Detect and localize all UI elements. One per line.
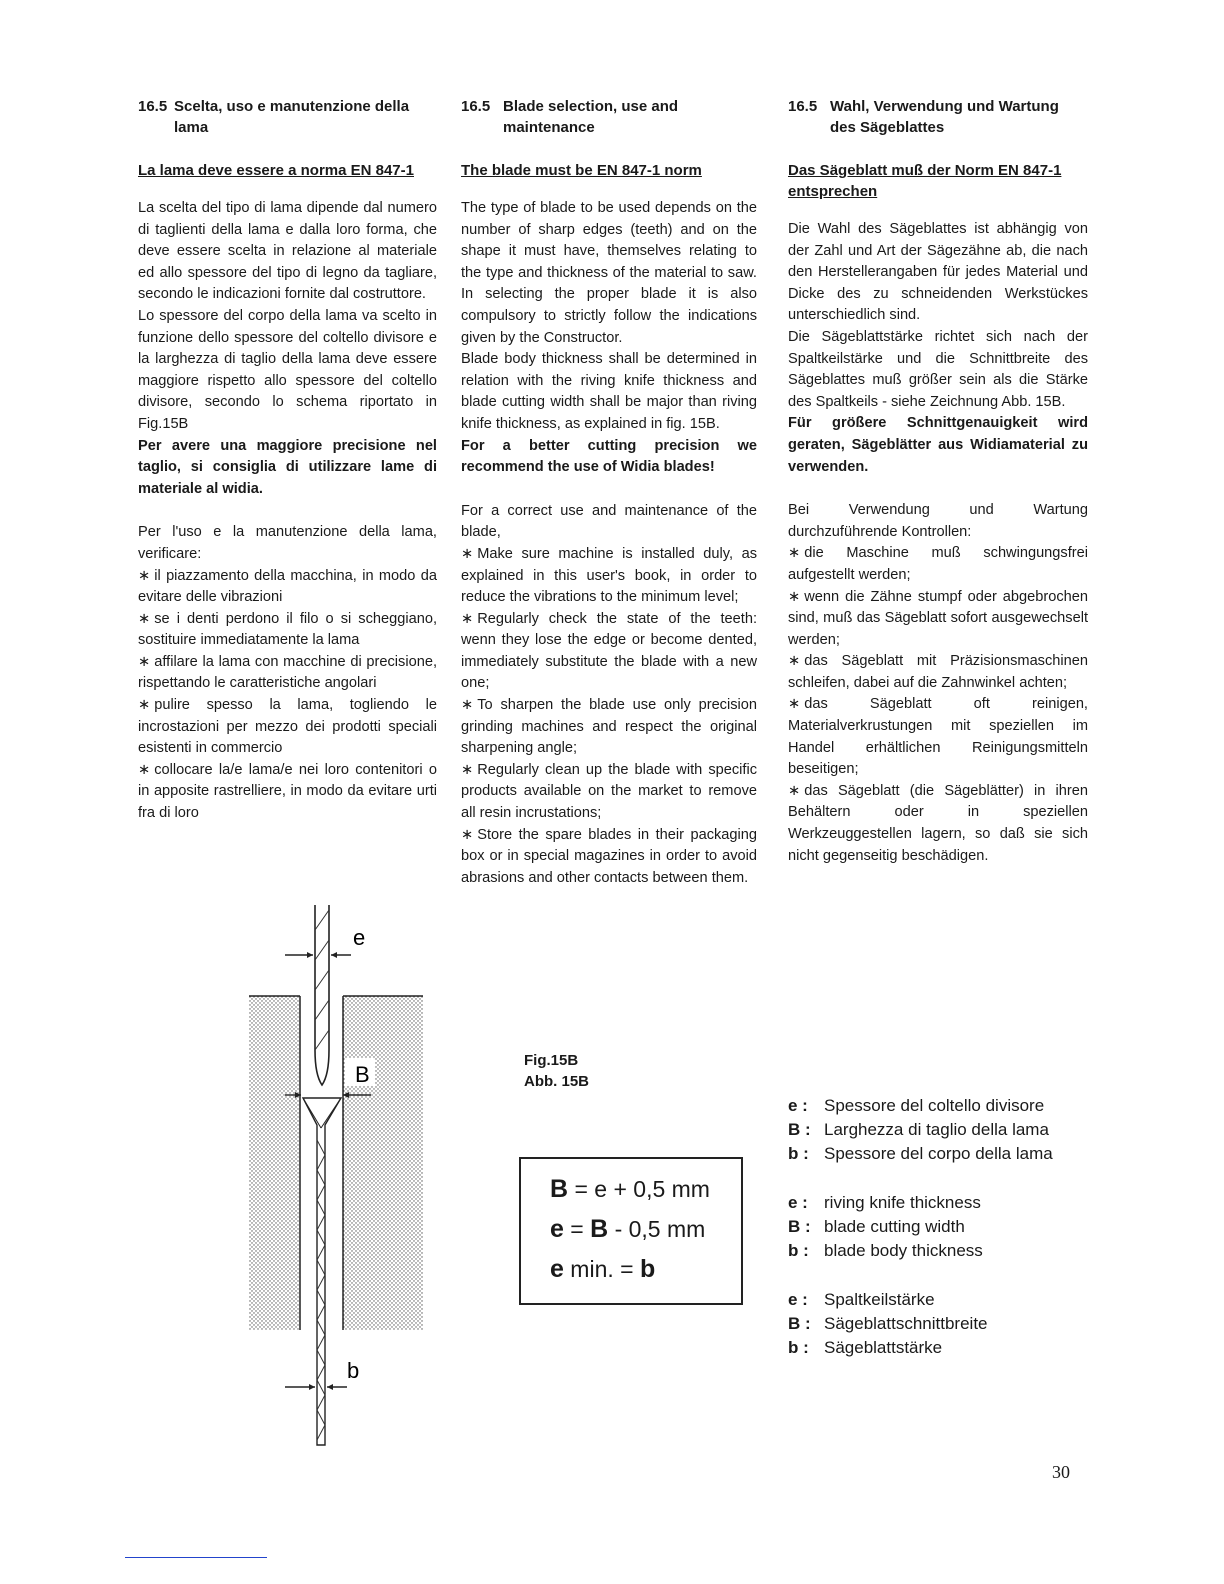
label-e: e xyxy=(353,925,366,950)
blade-riving-knife-diagram xyxy=(245,900,435,1460)
paragraph: Bei Verwendung und Wartung durchzuführende Kontrollen: xyxy=(788,502,1088,540)
workpiece-left xyxy=(249,996,300,1330)
list-item: ∗ die Maschine muß schwingungsfrei aufgestellt werden; xyxy=(788,545,1088,583)
section-subtitle: Das Sägeblatt muß der Norm EN 847-1 entsprechen xyxy=(788,162,1062,200)
paragraph: The type of blade to be used depends on the number of sharp edges (teeth) and on the shape it must have, themselves relating to the type and thickness of the material to saw. In selecting the proper blade it is also compulsory to strictly follow the indications given by the Constructor. xyxy=(461,200,757,346)
paragraph: Per l'uso e la manutenzione della lama, verificare: xyxy=(138,524,437,562)
list-item: ∗ das Sägeblatt mit Präzisionsmaschinen schleifen, dabei auf die Zahnwinkel achten; xyxy=(788,653,1088,691)
legend-row: B : blade cutting width xyxy=(788,1217,965,1236)
legend-row: e : Spaltkeilstärke xyxy=(788,1290,935,1309)
footer-rule xyxy=(125,1557,267,1558)
legend-it xyxy=(788,1094,1053,1166)
italian-column xyxy=(138,96,437,825)
figure-caption xyxy=(524,1050,589,1092)
paragraph: Die Sägeblattstärke richtet sich nach der Spaltkeilstärke und die Schnittbreite des Sägeblattes muß größer sein als die Stärke des Spaltkeils - siehe Zeichnung Abb. 15B. xyxy=(788,328,1088,410)
paragraph-bold: For a better cutting precision we recommend the use of Widia blades! xyxy=(461,437,757,476)
workpiece-right xyxy=(343,996,423,1330)
section-heading-en xyxy=(461,96,757,138)
paragraph-bold: Per avere una maggiore precisione nel taglio, si consiglia di utilizzare lame di materiale al widia. xyxy=(138,437,437,497)
section-subtitle: La lama deve essere a norma EN 847-1 xyxy=(138,162,414,179)
list-item: ∗ Regularly clean up the blade with specific products available on the market to remove all resin incrustations; xyxy=(461,761,757,822)
legend-row: e : Spessore del coltello divisore xyxy=(788,1096,1045,1115)
paragraph: For a correct use and maintenance of the blade, xyxy=(461,502,757,541)
list-item: ∗ se i denti perdono il filo o si scheggiano, sostituire immediatamente la lama xyxy=(138,610,437,649)
list-item: ∗ Make sure machine is installed duly, as explained in this user's book, in order to reduce the vibrations to the minimum level; xyxy=(461,545,757,606)
section-heading-de xyxy=(788,96,1088,138)
page-number: 30 xyxy=(1052,1462,1070,1482)
formula-box xyxy=(519,1157,743,1305)
list-item: ∗ pulire spesso la lama, togliendo le incrostazioni per mezzo dei prodotti speciali esistenti in commercio xyxy=(138,697,437,757)
legend-en xyxy=(788,1191,983,1263)
section-title: Blade selection, use and maintenance xyxy=(503,98,679,136)
section-number: 16.5 xyxy=(788,98,818,115)
list-item: ∗ collocare la/e lama/e nei loro contenitori o in apposite rastrelliere, in modo da evitare urti fra di loro xyxy=(138,761,437,822)
section-heading-it xyxy=(138,96,437,138)
list-item: ∗ das Sägeblatt oft reinigen, Materialverkrustungen mit speziellen im Handel erhältlichen Reinigungsmitteln beseitigen; xyxy=(788,696,1088,778)
paragraph: Lo spessore del corpo della lama va scelto in funzione dello spessore del coltello divisore e la larghezza di taglio della lama deve essere maggiore rispetto allo spessore del coltello divisore, secondo lo schema riportato in Fig.15B xyxy=(138,307,437,432)
paragraph: Blade body thickness shall be determined in relation with the riving knife thickness and blade cutting width shall be major than riving knife thickness, as explained in fig. 15B. xyxy=(461,351,757,432)
legend-row: e : riving knife thickness xyxy=(788,1193,981,1212)
legend-row: b : Sägeblattstärke xyxy=(788,1338,943,1357)
english-column xyxy=(461,96,757,889)
section-title: Scelta, uso e manutenzione della lama xyxy=(174,98,410,136)
section-title: Wahl, Verwendung und Wartung des Sägeblattes xyxy=(830,98,1059,136)
list-item: ∗ das Sägeblatt (die Sägeblätter) in ihren Behältern oder in speziellen Werkzeuggestellen lagern, so daß sie sich nicht gegenseitig beschädigen. xyxy=(788,782,1088,864)
legend-row: B : Larghezza di taglio della lama xyxy=(788,1120,1049,1139)
list-item: ∗ wenn die Zähne stumpf oder abgebrochen sind, muß das Sägeblatt sofort ausgewechselt werden; xyxy=(788,588,1088,648)
formula-line: B = e + 0,5 mm xyxy=(550,1175,710,1203)
legend-row: b : blade body thickness xyxy=(788,1241,983,1260)
legend-row: b : Spessore del corpo della lama xyxy=(788,1144,1053,1163)
list-item: ∗ To sharpen the blade use only precision grinding machines and respect the original sharpening angle; xyxy=(461,697,757,757)
formula-line: e min. = b xyxy=(550,1255,656,1283)
label-b: b xyxy=(347,1358,360,1383)
list-item: ∗ il piazzamento della macchina, in modo da evitare delle vibrazioni xyxy=(138,567,437,606)
formula-line: e = B - 0,5 mm xyxy=(550,1215,706,1243)
riving-knife xyxy=(315,905,329,1085)
german-column xyxy=(788,96,1088,867)
figure-caption-fig: Fig.15B xyxy=(524,1052,579,1069)
section-number: 16.5 xyxy=(461,98,491,115)
figure-caption-abb: Abb. 15B xyxy=(524,1073,590,1090)
list-item: ∗ Store the spare blades in their packaging box or in special magazines in order to avoid abrasions and other contacts between them. xyxy=(461,826,757,886)
paragraph: Die Wahl des Sägeblattes ist abhängig von der Zahl und Art der Sägezähne ab, die nach den Herstellerangaben für jedes Material und Dicke des zu schneidenden Werkstückes unterschiedlich sind. xyxy=(788,221,1088,324)
section-subtitle: The blade must be EN 847-1 norm xyxy=(461,162,702,179)
legend-de xyxy=(788,1288,988,1360)
list-item: ∗ affilare la lama con macchine di precisione, rispettando le caratteristiche angolari xyxy=(138,653,437,692)
paragraph: La scelta del tipo di lama dipende dal numero di taglienti della lama e dalla loro forma, che deve essere scelta in relazione al materiale ed allo spessore del tipo di legno da tagliare, secondo le indicazioni fornite dal costruttore. xyxy=(138,200,437,303)
legend-row: B : Sägeblattschnittbreite xyxy=(788,1314,988,1333)
paragraph-bold: Für größere Schnittgenauigkeit wird geraten, Sägeblätter aus Widiamaterial zu verwenden. xyxy=(788,415,1088,475)
list-item: ∗ Regularly check the state of the teeth: wenn they lose the edge or become dented, immediately substitute the blade with a new one; xyxy=(461,610,757,692)
section-number: 16.5 xyxy=(138,98,168,115)
label-B: B xyxy=(355,1062,370,1087)
